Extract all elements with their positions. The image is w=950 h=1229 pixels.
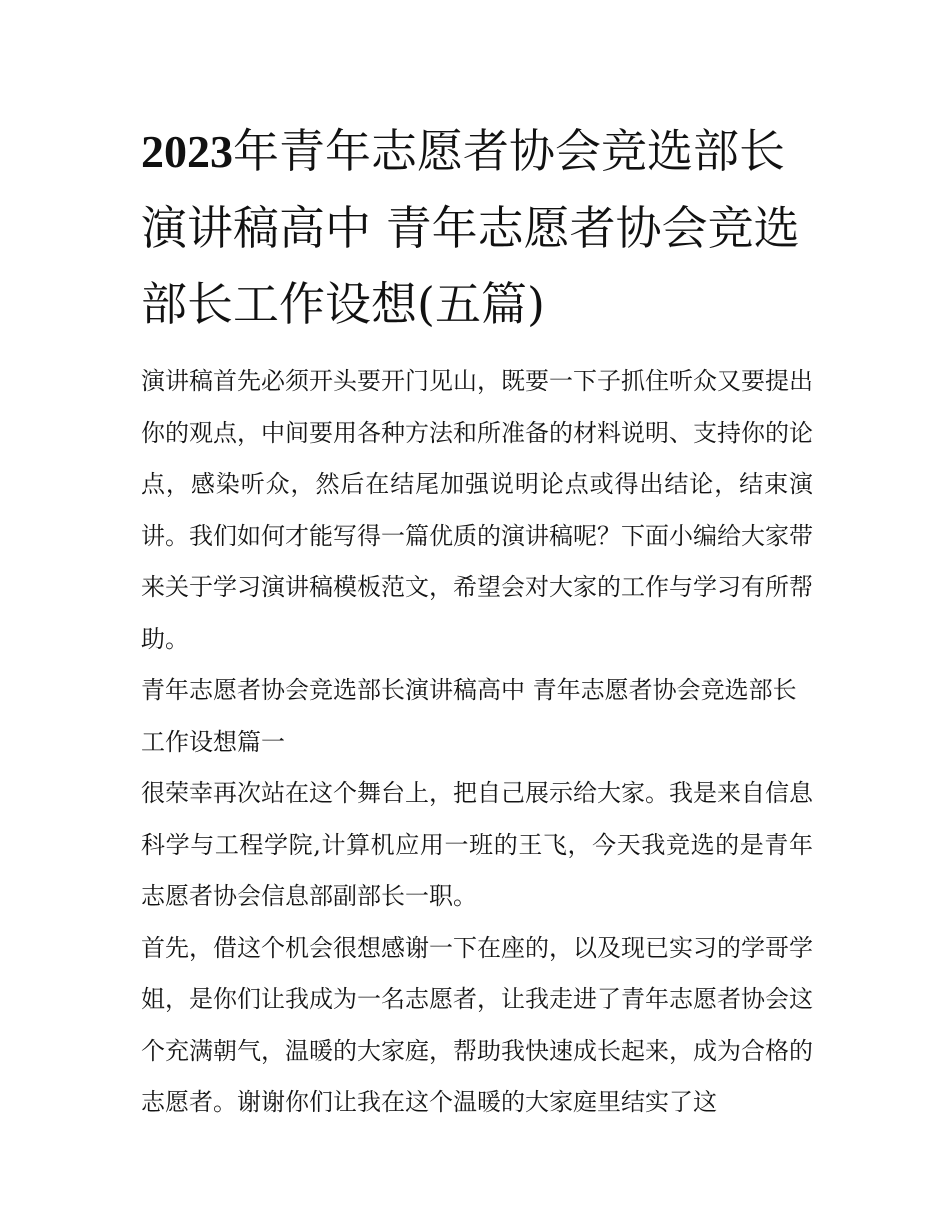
body-paragraph: 首先，借这个机会很想感谢一下在座的，以及现已实习的学哥学姐，是你们让我成为一名志愿者，让我走进了青年志愿者协会这个充满朝气，温暖的大家庭，帮助我快速成长起来，成为合格的志愿者。谢谢你们让我在这个温暖的大家庭里结实了这 [141,933,813,1116]
section-heading: 青年志愿者协会竞选部长演讲稿高中 青年志愿者协会竞选部长工作设想篇一 [141,676,797,756]
body-paragraph: 很荣幸再次站在这个舞台上，把自己展示给大家。我是来自信息科学与工程学院,计算机应用一班的王飞，今天我竞选的是青年志愿者协会信息部副部长一职。 [141,779,813,910]
document-title [141,113,813,342]
title-year: 2023 [141,126,233,177]
title-text: 年青年志愿者协会竞选部长演讲稿高中 青年志愿者协会竞选部长工作设想(五篇) [141,124,800,331]
document-page [141,113,813,1129]
intro-paragraph: 演讲稿首先必须开头要开门见山，既要一下子抓住听众又要提出你的观点，中间要用各种方法和所准备的材料说明、支持你的论点，感染听众，然后在结尾加强说明论点或得出结论，结束演讲。我们如何才能写得一篇优质的演讲稿呢？下面小编给大家带来关于学习演讲稿模板范文，希望会对大家的工作与学习有所帮助。 [141,367,813,653]
document-body [141,356,813,1129]
